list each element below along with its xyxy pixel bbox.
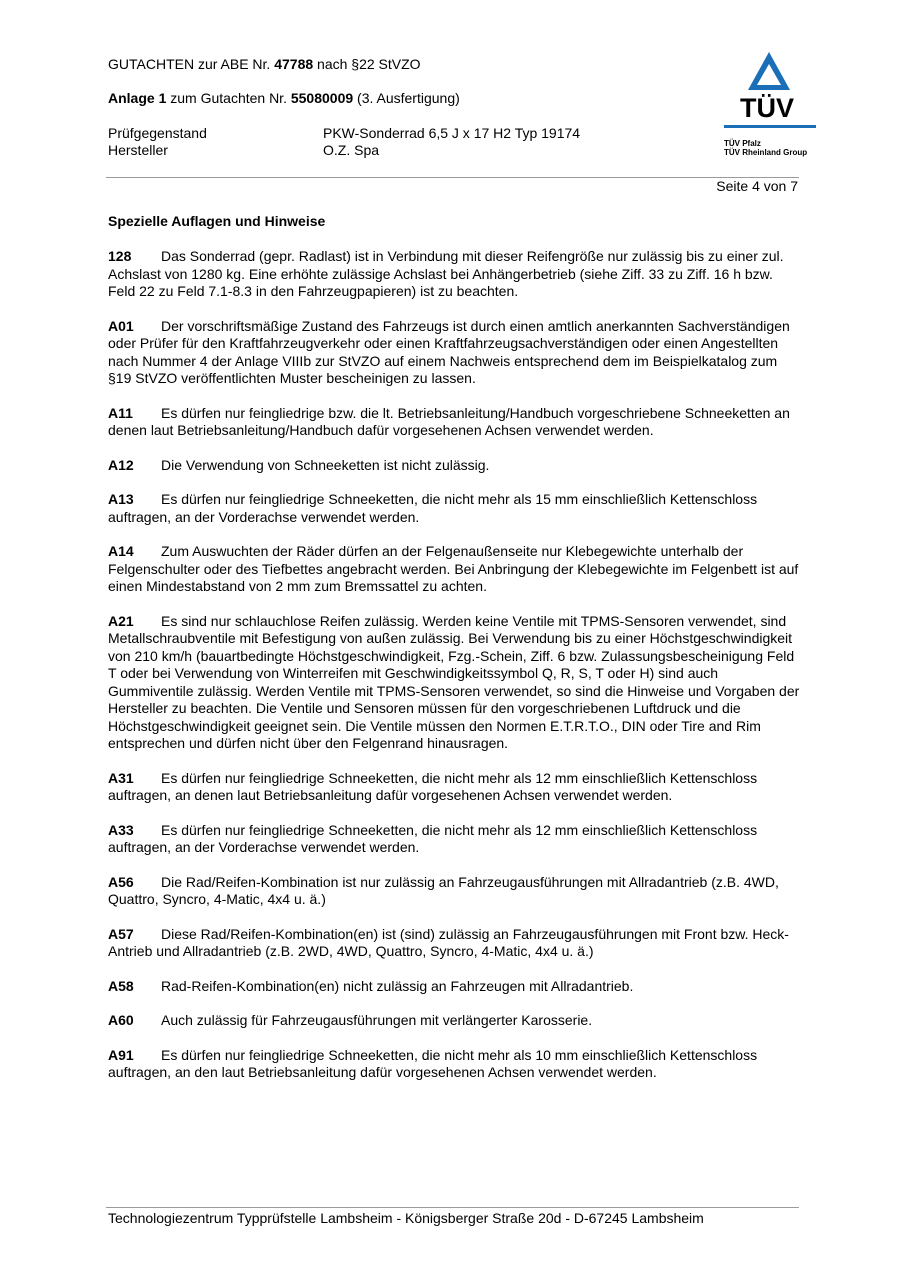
abe-reference-line [108, 56, 421, 73]
condition-code: A60 [108, 1012, 134, 1028]
condition-code: 128 [108, 248, 132, 264]
annex-suffix: (3. Ausfertigung) [353, 90, 460, 106]
condition-code: A33 [108, 821, 134, 838]
condition-code: A14 [108, 543, 134, 559]
condition-paragraph [108, 1047, 800, 1082]
condition-code: A58 [108, 977, 134, 994]
condition-code: A56 [108, 873, 134, 890]
page-number: Seite 4 von 7 [716, 178, 798, 194]
condition-text: Diese Rad/Reifen-Kombination(en) ist (sind) zulässig an Fahrzeugausführungen mit Front bzw. Heck-Antrieb und Allradantrieb (z.B. 2WD, 4WD, Quattro, Syncro, 4-Matic, 4x4 u. ä.) [108, 925, 789, 959]
abe-number: 47788 [274, 56, 314, 72]
condition-paragraph [108, 770, 800, 805]
abe-prefix: GUTACHTEN zur ABE Nr. [108, 56, 275, 72]
condition-text: Rad-Reifen-Kombination(en) nicht zulässig an Fahrzeugen mit Allradantrieb. [161, 977, 634, 994]
condition-code: A13 [108, 491, 134, 507]
tuv-logo [724, 50, 818, 162]
condition-paragraph [108, 874, 800, 909]
condition-code: A12 [108, 456, 134, 473]
condition-code: A21 [108, 612, 134, 629]
tuv-triangle-icon [746, 50, 792, 92]
condition-paragraph [108, 978, 800, 996]
tuv-logo-subline-2: TÜV Rheinland Group [724, 148, 808, 157]
annex-reference-line [108, 90, 460, 107]
section-title: Spezielle Auflagen und Hinweise [108, 213, 326, 229]
condition-text: Es dürfen nur feingliedrige Schneeketten, die nicht mehr als 12 mm einschließlich Kettenschloss auftragen, an der Vorderachse verwendet werden. [108, 821, 758, 855]
condition-paragraph [108, 822, 800, 857]
condition-paragraph [108, 457, 800, 475]
annex-label: Anlage 1 [108, 90, 167, 106]
report-number: 55080009 [290, 90, 354, 106]
condition-code: A31 [108, 769, 134, 786]
condition-code: A57 [108, 925, 134, 942]
conditions-list [108, 248, 800, 1099]
condition-text: Zum Auswuchten der Räder dürfen an der Felgenaußenseite nur Klebegewichte unterhalb der Felgenschulter oder des Tiefbettes angebracht werden. Bei Anbringung der Klebegewichte im Felgenbett ist auf einen Mindestabstand von 2 mm zum Bremssattel zu achten. [108, 543, 799, 594]
footer-address: Technologiezentrum Typprüfstelle Lambsheim - Königsberger Straße 20d - D-67245 Lambsheim [108, 1210, 704, 1226]
condition-code: A11 [108, 404, 133, 421]
condition-paragraph [108, 405, 800, 440]
condition-paragraph [108, 1012, 800, 1030]
condition-paragraph [108, 248, 800, 301]
condition-text: Es dürfen nur feingliedrige Schneeketten, die nicht mehr als 10 mm einschließlich Kettenschloss auftragen, an den laut Betriebsanleitung dafür vorgesehenen Achsen verwendet werden. [108, 1046, 758, 1080]
meta-value-manufacturer: O.Z. Spa [323, 142, 380, 158]
header-divider [106, 177, 799, 178]
condition-paragraph [108, 926, 800, 961]
meta-label-test-object: Prüfgegenstand [108, 125, 207, 141]
condition-text: Es dürfen nur feingliedrige Schneeketten, die nicht mehr als 12 mm einschließlich Kettenschloss auftragen, an denen laut Betriebsanleitung dafür vorgesehenen Achsen verwendet werden. [108, 769, 758, 803]
meta-value-test-object: PKW-Sonderrad 6,5 J x 17 H2 Typ 19174 [323, 125, 581, 141]
condition-text: Es dürfen nur feingliedrige bzw. die lt. Betriebsanleitung/Handbuch vorgeschriebene Schneeketten an denen laut Betriebsanleitung/Handbuch dafür vorgesehenen Achsen verwendet werden. [108, 404, 790, 438]
condition-code: A91 [108, 1046, 134, 1063]
condition-paragraph [108, 491, 800, 526]
abe-suffix: nach §22 StVZO [313, 56, 421, 72]
condition-text: Die Rad/Reifen-Kombination ist nur zulässig an Fahrzeugausführungen mit Allradantrieb (z.B. 4WD, Quattro, Syncro, 4-Matic, 4x4 u. ä.) [108, 873, 779, 907]
condition-text: Das Sonderrad (gepr. Radlast) ist in Verbindung mit dieser Reifengröße nur zulässig bis zu einer zul. Achslast von 1280 kg. Eine erhöhte zulässige Achslast bei Anhängerbetrieb (siehe Ziff. 33 zu Ziff. 16 h bzw. Feld 22 zu Feld 7.1-8.3 in den Fahrzeugpapieren) ist zu beachten. [108, 248, 784, 299]
footer-divider [106, 1207, 799, 1208]
condition-text: Die Verwendung von Schneeketten ist nicht zulässig. [161, 456, 490, 473]
tuv-wordmark: TÜV [740, 93, 794, 123]
condition-text: Es dürfen nur feingliedrige Schneeketten, die nicht mehr als 15 mm einschließlich Kettenschloss auftragen, an der Vorderachse verwendet werden. [108, 491, 758, 525]
tuv-logo-subline-1: TÜV Pfalz [724, 139, 761, 148]
condition-paragraph [108, 318, 800, 388]
condition-text: Der vorschriftsmäßige Zustand des Fahrzeugs ist durch einen amtlich anerkannten Sachverständigen oder Prüfer für den Kraftfahrzeugverkehr oder einen Kraftfahrzeugsachverständigen oder einen Angestellten nach Nummer 4 der Anlage VIIIb zur StVZO auf einem Nachweis entsprechend dem im Beispielkatalog zum §19 StVZO veröffentlichten Muster bescheinigen zu lassen. [108, 317, 790, 386]
condition-code: A01 [108, 317, 134, 334]
condition-paragraph [108, 613, 800, 753]
tuv-logo-bar [724, 125, 816, 128]
condition-text: Auch zulässig für Fahrzeugausführungen mit verlängerter Karosserie. [161, 1012, 593, 1028]
condition-text: Es sind nur schlauchlose Reifen zulässig. Werden keine Ventile mit TPMS-Sensoren verwendet, sind Metallschraubventile mit Befestigung von außen zulässig. Bei Verwendung bis zu einer Höchstgeschwindigkeit von 210 km/h (bauartbedingte Höchstgeschwindigkeit, Fzg.-Schein, Ziff. 6 bzw. Zulassungsbescheinigung Feld T oder bei Verwendung von Winterreifen mit Geschwindigkeitssymbol Q, R, S, T oder H) sind auch Gummiventile zulässig. Werden Ventile mit TPMS-Sensoren verwendet, so sind die Hinweise und Vorgaben der Hersteller zu beachten. Die Ventile und Sensoren müssen für den vorgeschriebenen Luftdruck und die Höchstgeschwindigkeit geeignet sein. Die Ventile müssen den Normen E.T.R.T.O., DIN oder Tire and Rim entsprechen und dürfen nicht über den Felgenrand hinausragen. [108, 612, 800, 751]
annex-middle: zum Gutachten Nr. [166, 90, 291, 106]
condition-paragraph [108, 543, 800, 596]
meta-label-manufacturer: Hersteller [108, 142, 168, 158]
